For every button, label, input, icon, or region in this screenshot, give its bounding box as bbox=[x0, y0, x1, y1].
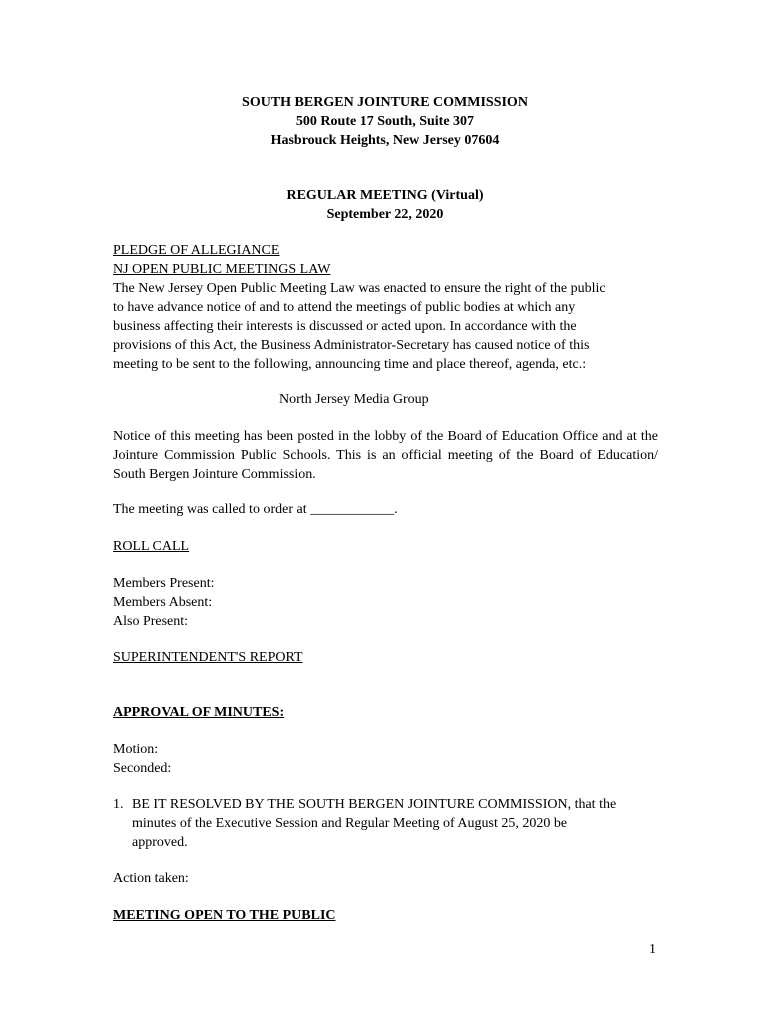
pledge-heading: PLEDGE OF ALLEGIANCE bbox=[113, 243, 280, 258]
call-to-order: The meeting was called to order at ____________. bbox=[113, 502, 398, 517]
members-present-label: Members Present: bbox=[113, 576, 215, 591]
resolution-line-3: approved. bbox=[132, 835, 188, 850]
opma-line-3: business affecting their interests is discussed or acted upon. In accordance with the bbox=[113, 319, 577, 334]
motion-label: Motion: bbox=[113, 742, 159, 757]
opma-line-1: The New Jersey Open Public Meeting Law was enacted to ensure the right of the public bbox=[113, 281, 606, 296]
resolution-line-2: minutes of the Executive Session and Regular Meeting of August 25, 2020 be bbox=[132, 816, 568, 831]
org-name: SOUTH BERGEN JOINTURE COMMISSION bbox=[242, 95, 528, 110]
opma-line-4: provisions of this Act, the Business Administrator-Secretary has caused notice of this bbox=[113, 338, 590, 353]
opma-line-2: to have advance notice of and to attend the meetings of public bodies at which any bbox=[113, 300, 576, 315]
roll-call-heading: ROLL CALL bbox=[113, 539, 190, 554]
meeting-date: September 22, 2020 bbox=[326, 207, 444, 222]
address-line-2: Hasbrouck Heights, New Jersey 07604 bbox=[270, 133, 500, 148]
opma-heading: NJ OPEN PUBLIC MEETINGS LAW bbox=[113, 262, 331, 277]
meeting-type: REGULAR MEETING (Virtual) bbox=[286, 188, 484, 203]
members-absent-label: Members Absent: bbox=[113, 595, 213, 610]
action-taken-label: Action taken: bbox=[113, 871, 189, 886]
address-line-1: 500 Route 17 South, Suite 307 bbox=[295, 114, 475, 129]
notice-paragraph: Notice of this meeting has been posted in the lobby of the Board of Education Office and at the Jointure Commission Public Schools. This is an official meeting of the Board of Education/ South Bergen Jointure Commission. bbox=[113, 429, 658, 482]
approval-of-minutes-heading: APPROVAL OF MINUTES: bbox=[113, 705, 285, 720]
meeting-open-to-public-heading: MEETING OPEN TO THE PUBLIC bbox=[113, 908, 336, 923]
media-recipient: North Jersey Media Group bbox=[279, 392, 429, 407]
resolution-number: 1. bbox=[113, 797, 124, 812]
opma-line-5: meeting to be sent to the following, announcing time and place thereof, agenda, etc.: bbox=[113, 357, 587, 372]
page-number: 1 bbox=[649, 942, 656, 957]
also-present-label: Also Present: bbox=[113, 614, 189, 629]
resolution-line-1: BE IT RESOLVED BY THE SOUTH BERGEN JOINTURE COMMISSION, that the bbox=[132, 797, 617, 812]
superintendent-report-heading: SUPERINTENDENT'S REPORT bbox=[113, 650, 303, 665]
seconded-label: Seconded: bbox=[113, 761, 172, 776]
